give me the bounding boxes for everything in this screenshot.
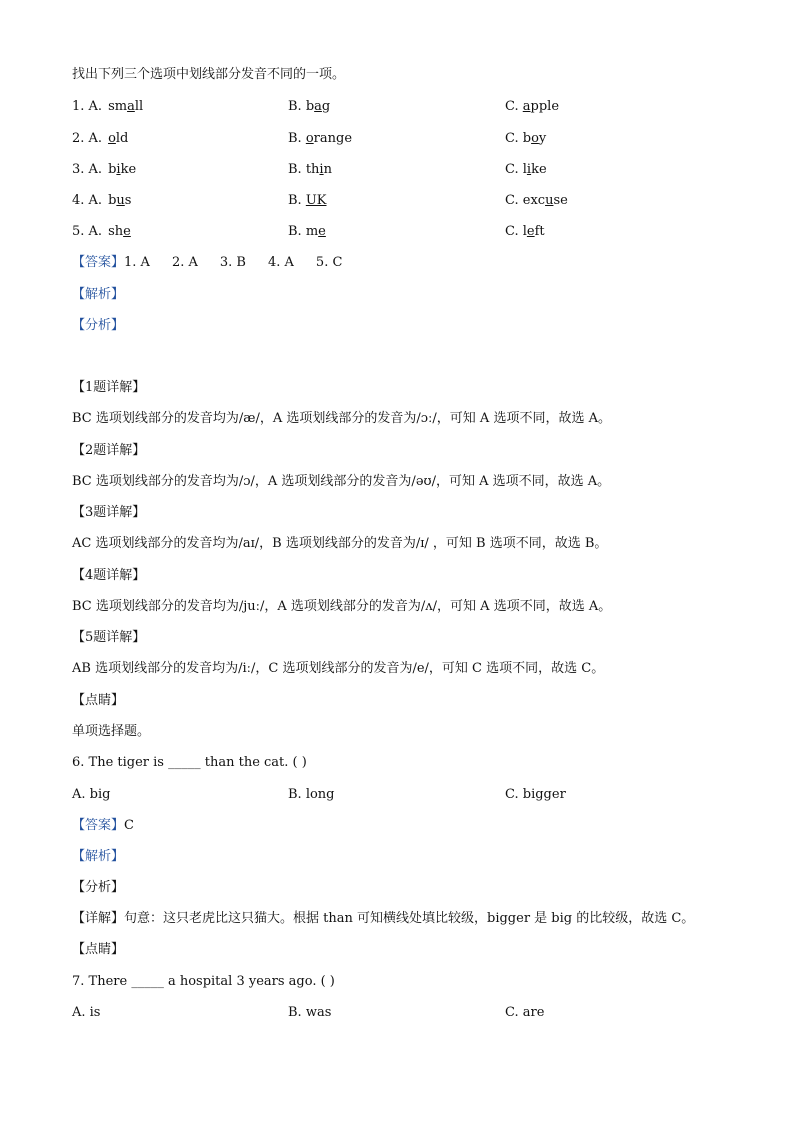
word-part: ft	[534, 224, 545, 239]
word-part: g	[321, 99, 331, 114]
option-b	[288, 223, 326, 241]
detail-head-3: 【3题详解】	[72, 505, 146, 520]
dianjing-tag: 【点睛】	[72, 693, 125, 708]
option-number: 2. A.	[72, 131, 103, 146]
q6-option-c: C. bigger	[505, 787, 566, 802]
analysis-tag: 【解析】	[72, 287, 125, 302]
word-part: C. l	[505, 224, 527, 239]
q7-option-b: B. was	[288, 1005, 332, 1020]
word-part: B. b	[288, 99, 315, 114]
q6-fenxi-tag: 【分析】	[72, 880, 125, 895]
word-part: ll	[134, 99, 144, 114]
option-a	[72, 98, 143, 116]
word-part: B.	[288, 131, 306, 146]
word-part: sh	[108, 224, 124, 239]
word-part: ld	[115, 131, 129, 146]
detail-head-5: 【5题详解】	[72, 630, 146, 645]
answer-item: 1. A	[124, 255, 150, 270]
option-a	[72, 192, 131, 210]
q7-option-a: A. is	[72, 1005, 101, 1020]
word-part: B. m	[288, 224, 319, 239]
option-number: 4. A.	[72, 193, 103, 208]
q6-dianjing-tag: 【点睛】	[72, 942, 125, 957]
detail-head-2: 【2题详解】	[72, 443, 146, 458]
option-number: 3. A.	[72, 162, 103, 177]
q6-answer: C	[124, 818, 134, 833]
word-part: B. th	[288, 162, 320, 177]
q6-detail-text: 句意：这只老虎比这只猫大。根据 than 可知横线处填比较级，bigger 是 big 的比较级，故选 C。	[124, 911, 695, 926]
answer-item: 4. A	[267, 255, 294, 270]
option-b	[288, 192, 327, 210]
option-a	[72, 130, 128, 148]
q6-answer-line	[72, 817, 134, 835]
word-part: b	[108, 193, 117, 208]
word-part: C. b	[505, 131, 532, 146]
word-part: C. l	[505, 162, 527, 177]
word-part: b	[108, 162, 117, 177]
underlined-part: u	[545, 193, 554, 208]
underlined-part: i	[526, 162, 532, 177]
underlined-part: a	[314, 99, 322, 114]
answer-tag: 【答案】	[72, 255, 125, 270]
q6-option-b: B. long	[288, 787, 335, 802]
underlined-part: u	[116, 193, 125, 208]
q6-stem: 6. The tiger is _____ than the cat. ( )	[72, 755, 307, 770]
underlined-part: UK	[305, 193, 327, 208]
option-c	[505, 98, 559, 116]
answer-item: 5. C	[315, 255, 343, 270]
word-part: pple	[530, 99, 560, 114]
section-title: 单项选择题。	[72, 724, 151, 739]
underlined-part: e	[123, 224, 131, 239]
q6-detail	[72, 910, 694, 928]
option-c	[505, 223, 545, 241]
underlined-part: o	[108, 131, 116, 146]
underlined-part: o	[531, 131, 539, 146]
q7-option-c: C. are	[505, 1005, 545, 1020]
word-part: s	[124, 193, 132, 208]
option-a	[72, 223, 131, 241]
detail-head-1: 【1题详解】	[72, 380, 146, 395]
underlined-part: a	[127, 99, 135, 114]
option-b	[288, 161, 332, 179]
answer-item: 2. A	[171, 255, 198, 270]
q6-option-a: A. big	[72, 787, 111, 802]
instruction: 找出下列三个选项中划线部分发音不同的一项。	[72, 67, 346, 82]
option-b	[288, 130, 352, 148]
option-number: 5. A.	[72, 224, 103, 239]
underlined-part: e	[318, 224, 326, 239]
q7-stem: 7. There _____ a hospital 3 years ago. ( )	[72, 974, 335, 989]
answer-tag: 【答案】	[72, 818, 125, 833]
detail-text-4: BC 选项划线部分的发音均为/juː/，A 选项划线部分的发音为/ʌ/，可知 A 选项不同，故选 A。	[72, 599, 612, 614]
option-c	[505, 130, 546, 148]
option-b	[288, 98, 330, 116]
word-part: range	[313, 131, 353, 146]
detail-head-4: 【4题详解】	[72, 568, 146, 583]
detail-text-5: AB 选项划线部分的发音均为/iː/，C 选项划线部分的发音为/e/，可知 C 选项不同，故选 C。	[72, 661, 605, 676]
option-a	[72, 161, 136, 179]
q6-analysis-tag: 【解析】	[72, 849, 125, 864]
word-part: B.	[288, 193, 306, 208]
option-c	[505, 161, 547, 179]
detail-tag: 【详解】	[72, 911, 125, 926]
detail-text-1: BC 选项划线部分的发音均为/æ/，A 选项划线部分的发音为/ɔː/，可知 A 选项不同，故选 A。	[72, 411, 611, 426]
underlined-part: a	[522, 99, 531, 114]
underlined-part: i	[116, 162, 121, 177]
underlined-part: e	[526, 224, 535, 239]
detail-text-2: BC 选项划线部分的发音均为/ɔ/，A 选项划线部分的发音为/əʊ/，可知 A 选项不同，故选 A。	[72, 474, 611, 489]
fenxi-tag: 【分析】	[72, 318, 125, 333]
word-part: y	[538, 131, 547, 146]
word-part: C.	[505, 99, 523, 114]
underlined-part: o	[305, 131, 314, 146]
word-part: ke	[531, 162, 547, 177]
detail-text-3: AC 选项划线部分的发音均为/aɪ/，B 选项划线部分的发音为/ɪ/ ，可知 B 选项不同，故选 B。	[72, 536, 608, 551]
word-part: ke	[120, 162, 137, 177]
answer-line	[72, 254, 364, 272]
underlined-part: i	[319, 162, 324, 177]
word-part: C. exc	[505, 193, 546, 208]
word-part: n	[323, 162, 332, 177]
word-part: sm	[108, 99, 128, 114]
answer-item: 3. B	[219, 255, 246, 270]
word-part: se	[553, 193, 568, 208]
option-c	[505, 192, 568, 210]
option-number: 1. A.	[72, 99, 103, 114]
